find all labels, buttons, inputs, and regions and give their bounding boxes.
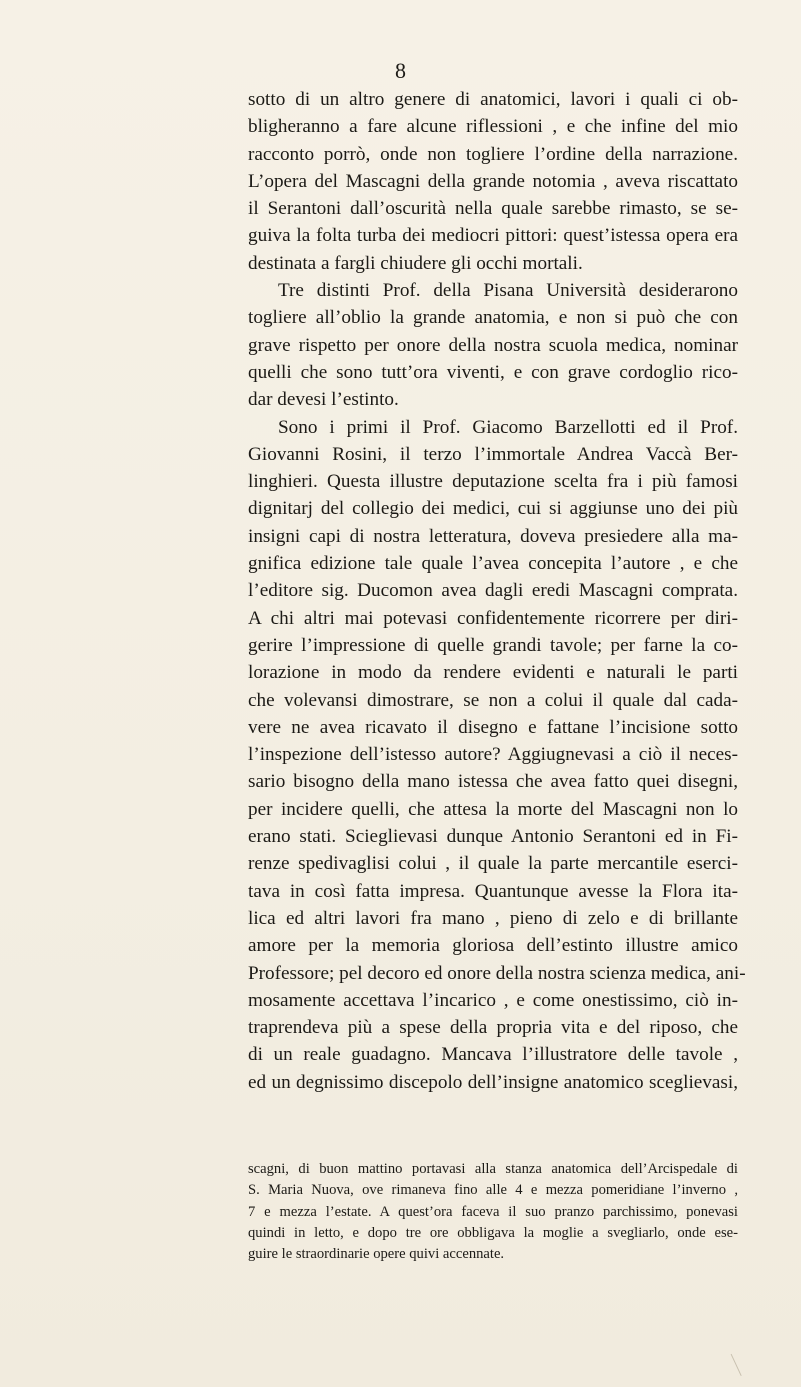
text-line: bligheranno a fare alcune riflessioni , e che infine del mio	[248, 116, 738, 138]
text-line: per incidere quelli, che attesa la morte del Mascagni non lo	[248, 798, 738, 820]
text-line: traprendeva più a spese della propria vita e del riposo, che	[248, 1017, 738, 1039]
footnote-line: quindi in letto, e dopo tre ore obbligava la moglie a svegliarlo, onde ese-	[248, 1224, 738, 1241]
footnote-line: guire le straordinarie opere quivi accennate.	[248, 1246, 505, 1263]
text-line: grave rispetto per onore della nostra scuola medica, nominar	[248, 334, 738, 356]
text-line: linghieri. Questa illustre deputazione scelta fra i più famosi	[248, 471, 738, 493]
text-line: racconto porrò, onde non togliere l’ordine della narrazione.	[248, 143, 738, 165]
text-line: sario bisogno della mano istessa che avea fatto quei disegni,	[248, 771, 738, 793]
text-line: mosamente accettava l’incarico , e come onestissimo, ciò in-	[248, 989, 738, 1011]
text-line: l’editore sig. Ducomon avea dagli eredi Mascagni comprata.	[248, 580, 738, 602]
page-number: 8	[395, 58, 406, 83]
paper-mark	[731, 1348, 755, 1376]
text-line: ed un degnissimo discepolo dell’insigne anatomico sceglievasi,	[248, 1071, 738, 1093]
text-line: L’opera del Mascagni della grande notomia , aveva riscattato	[248, 170, 738, 192]
text-line: lorazione in modo da rendere evidenti e naturali le parti	[248, 662, 738, 684]
text-line: amore per la memoria gloriosa dell’estinto illustre amico	[248, 935, 738, 957]
footnote	[248, 1159, 738, 1265]
footnote-line: scagni, di buon mattino portavasi alla stanza anatomica dell’Arcispedale di	[248, 1161, 738, 1177]
text-line: destinata a fargli chiudere gli occhi mortali.	[248, 252, 583, 274]
text-line: erano stati. Scieglievasi dunque Antonio Serantoni ed in Fi-	[248, 826, 738, 848]
text-line: insigni capi di nostra letteratura, doveva presiedere alla ma-	[248, 525, 738, 547]
text-line: A chi altri mai potevasi confidentemente ricorrere per diri-	[248, 607, 738, 629]
footnote-line: 7 e mezza l’estate. A quest’ora faceva il suo pranzo parchissimo, ponevasi	[248, 1203, 738, 1220]
text-line: Professore; pel decoro ed onore della nostra scienza medica, ani-	[248, 962, 746, 984]
text-line: di un reale guadagno. Mancava l’illustratore delle tavole ,	[248, 1044, 738, 1066]
text-line: renze spedivaglisi colui , il quale la parte mercantile eserci-	[248, 853, 738, 875]
text-line: dar devesi l’estinto.	[248, 389, 399, 411]
text-line: gnifica edizione tale quale l’avea concepita l’autore , e che	[248, 553, 738, 575]
text-line: il Serantoni dall’oscurità nella quale sarebbe rimasto, se se-	[248, 198, 738, 220]
text-line: tava in così fatta impresa. Quantunque avesse la Flora ita-	[248, 880, 738, 902]
text-line: lica ed altri lavori fra mano , pieno di zelo e di brillante	[248, 907, 738, 929]
text-line: che volevansi dimostrare, se non a colui il quale dal cada-	[248, 689, 738, 711]
text-line: sotto di un altro genere di anatomici, lavori i quali ci ob-	[248, 89, 738, 110]
text-line: Sono i primi il Prof. Giacomo Barzellotti ed il Prof.	[278, 416, 738, 438]
text-line: vere ne avea ricavato il disegno e fattane l’incisione sotto	[248, 716, 738, 738]
text-line: Tre distinti Prof. della Pisana Università desiderarono	[278, 280, 738, 302]
text-line: guiva la folta turba dei mediocri pittori: quest’istessa opera era	[248, 225, 738, 247]
main-text	[248, 86, 746, 1096]
text-line: dignitarj del collegio dei medici, cui si aggiunse uno dei più	[248, 498, 738, 520]
text-line: gerire l’impressione di quelle grandi tavole; per farne la co-	[248, 634, 738, 656]
text-line: togliere all’oblio la grande anatomia, e non si può che con	[248, 307, 738, 329]
footnote-line: S. Maria Nuova, ove rimaneva fino alle 4 e mezza pomeridiane l’inverno ,	[248, 1182, 738, 1199]
text-line: l’inspezione dell’istesso autore? Aggiugnevasi a ciò il neces-	[248, 744, 738, 766]
text-line: quelli che sono tutt’ora viventi, e con grave cordoglio rico-	[248, 361, 738, 383]
text-line: Giovanni Rosini, il terzo l’immortale Andrea Vaccà Ber-	[248, 443, 738, 465]
